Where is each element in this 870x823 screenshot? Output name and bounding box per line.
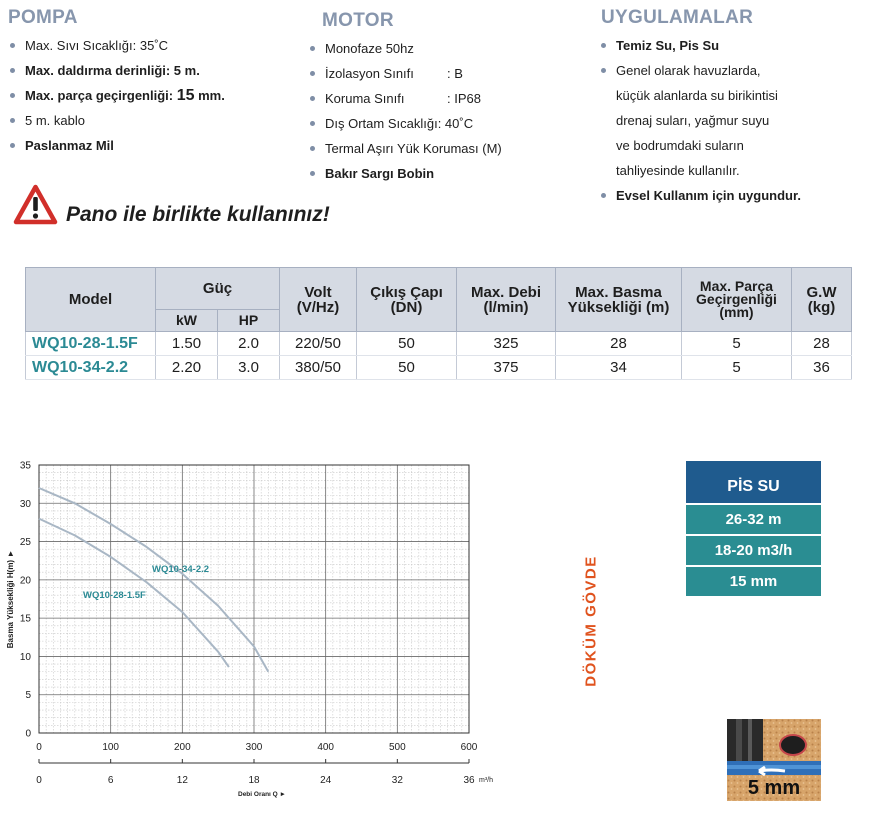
info-box-row: 18-20 m3/h <box>686 536 821 565</box>
list-item: drenaj suları, yağmur suyu <box>616 113 770 128</box>
header-volt: Volt (V/Hz) <box>280 268 357 332</box>
x-tick-label: 400 <box>317 742 335 753</box>
info-box-row: 26-32 m <box>686 505 821 534</box>
x2-unit-label: m³/h <box>479 777 493 784</box>
list-item: Genel olarak havuzlarda, <box>600 61 801 86</box>
row-dn: 50 <box>357 332 457 356</box>
x-tick-label: 300 <box>245 742 263 753</box>
row-volt: 380/50 <box>280 356 357 380</box>
row-kw: 1.50 <box>156 332 218 356</box>
x-tick-label: 0 <box>36 742 42 753</box>
pompa-title: POMPA <box>8 7 78 28</box>
list-item: Evsel Kullanım için uygundur. <box>600 186 801 211</box>
row-kw: 2.20 <box>156 356 218 380</box>
particle-illustration <box>727 719 821 801</box>
y-tick-label: 15 <box>19 613 31 625</box>
row-hp: 3.0 <box>218 356 280 380</box>
y-tick-label: 35 <box>19 460 31 472</box>
particle-caption: 5 mm <box>747 777 801 799</box>
row-debi: 375 <box>457 356 556 380</box>
y-axis-title: Basma Yüksekliği H(m) ► <box>6 549 15 649</box>
uygulamalar-title: UYGULAMALAR <box>601 7 754 28</box>
header-hp: HP <box>218 310 280 332</box>
row-gw: 36 <box>792 356 852 380</box>
y-tick-label: 10 <box>19 651 31 663</box>
list-item: Bakır Sargı Bobin <box>309 164 502 189</box>
chart-svg <box>0 450 520 818</box>
x-axis-title: Debi Oranı Q ► <box>238 791 286 798</box>
row-hp: 2.0 <box>218 332 280 356</box>
row-parca: 5 <box>682 332 792 356</box>
warning-triangle-icon <box>13 184 58 226</box>
y-tick-label: 20 <box>19 575 31 587</box>
row-dn: 50 <box>357 356 457 380</box>
y-tick-label: 30 <box>19 498 31 510</box>
list-item: Temiz Su, Pis Su <box>600 36 801 61</box>
row-volt: 220/50 <box>280 332 357 356</box>
x2-tick-label: 12 <box>176 775 188 786</box>
x2-tick-label: 6 <box>107 775 114 786</box>
x-tick-label: 600 <box>460 742 478 753</box>
info-box-title: PİS SU <box>686 461 821 503</box>
list-item: Max. parça geçirgenliği: 15 mm. <box>9 86 225 111</box>
row-model: WQ10-28-1.5F <box>26 332 156 356</box>
spec-table <box>25 267 852 380</box>
performance-chart <box>0 450 520 818</box>
pompa-list <box>9 36 225 161</box>
y-tick-label: 5 <box>25 690 31 702</box>
list-item: Monofaze 50hz <box>309 39 502 64</box>
y-tick-label: 25 <box>19 537 31 549</box>
list-item: Paslanmaz Mil <box>9 136 225 161</box>
row-basma: 28 <box>556 332 682 356</box>
x2-tick-label: 36 <box>463 775 475 786</box>
header-gw: G.W (kg) <box>792 268 852 332</box>
x2-tick-label: 18 <box>248 775 260 786</box>
row-parca: 5 <box>682 356 792 380</box>
list-item: ve bodrumdaki suların <box>616 138 744 153</box>
list-item: Dış Ortam Sıcaklığı: 40˚C <box>309 114 502 139</box>
series-label: WQ10-34-2.2 <box>152 564 210 575</box>
list-item: Termal Aşırı Yük Koruması (M) <box>309 139 502 164</box>
header-model: Model <box>26 268 156 332</box>
x2-tick-label: 0 <box>36 775 42 786</box>
x-tick-label: 500 <box>388 742 406 753</box>
list-item: tahliyesinde kullanılır. <box>616 163 740 178</box>
info-box-row: 15 mm <box>686 567 821 596</box>
header-parca: Max. Parça Geçirgenliği (mm) <box>682 268 792 332</box>
uygulamalar-list <box>600 36 801 211</box>
list-item: Max. daldırma derinliği: 5 m. <box>9 61 225 86</box>
row-basma: 34 <box>556 356 682 380</box>
list-item: İzolasyon Sınıfı : B <box>309 64 502 89</box>
series-label: WQ10-28-1.5F <box>83 590 146 601</box>
x-tick-label: 100 <box>102 742 120 753</box>
header-basma: Max. Basma Yüksekliği (m) <box>556 268 682 332</box>
dokum-govde-label: DÖKÜM GÖVDE <box>582 555 600 687</box>
list-item: Max. Sıvı Sıcaklığı: 35˚C <box>9 36 225 61</box>
motor-list <box>309 39 502 189</box>
header-kw: kW <box>156 310 218 332</box>
warning-text: Pano ile birlikte kullanınız! <box>66 203 330 226</box>
list-item: küçük alanlarda su birikintisi <box>616 88 778 103</box>
x-tick-label: 200 <box>173 742 191 753</box>
row-debi: 325 <box>457 332 556 356</box>
header-guc: Güç <box>156 268 280 310</box>
header-cikis: Çıkış Çapı (DN) <box>357 268 457 332</box>
table-row <box>26 332 852 356</box>
list-item: Koruma Sınıfı : IP68 <box>309 89 502 114</box>
header-debi: Max. Debi (l/min) <box>457 268 556 332</box>
motor-title: MOTOR <box>322 10 394 31</box>
row-model: WQ10-34-2.2 <box>26 356 156 380</box>
row-gw: 28 <box>792 332 852 356</box>
y-tick-label: 0 <box>25 728 31 740</box>
table-row <box>26 356 852 380</box>
x2-tick-label: 24 <box>320 775 332 786</box>
list-item: 5 m. kablo <box>9 111 225 136</box>
x2-tick-label: 32 <box>391 775 403 786</box>
